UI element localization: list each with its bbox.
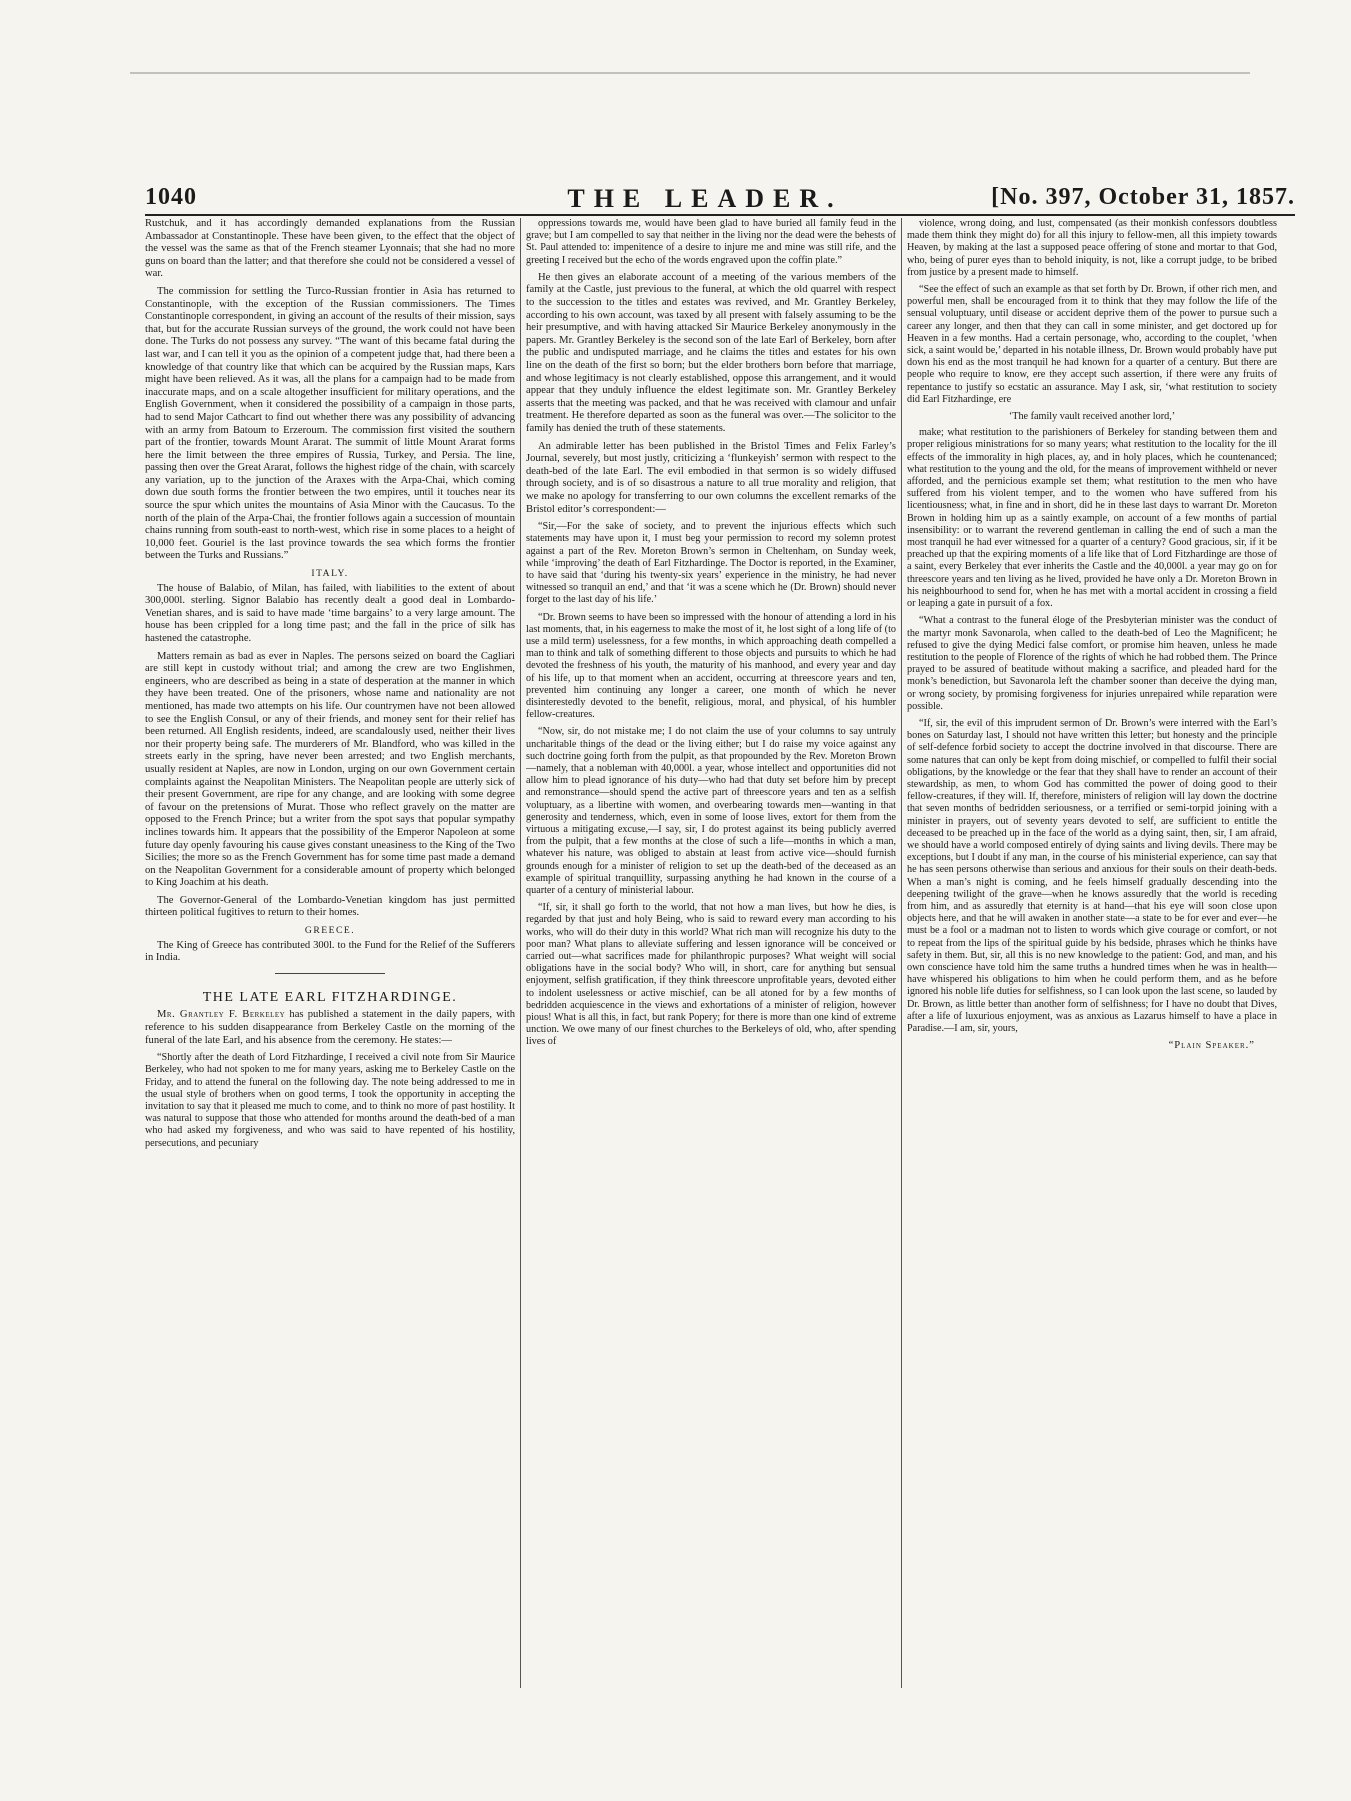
column-divider [520,218,521,1688]
quoted-paragraph: “See the effect of such an example as that set forth by Dr. Brown, if other rich men, and powerful men, shall be encouraged from it to think that they may follow the life of the sensual voluptuary, until disease or accident deprive them of the power to pursue such a career any longer, and then that they can call in some minister, and get doctored up for Heaven in a few months. Had a certain personage, who, according to the couplet, ‘when sick, a saint would be,’ departed in his notable illness, Dr. Brown would probably have put down his end as the most tranquil he had known for a quarter of a century. But there are people who require to know, ere they accept such assertion, if there were any fruits of repentance to justify so ecstatic an assurance. May I ask, sir, ‘what restitution to society did Earl Fitzhardinge, ere [907,284,1277,405]
section-heading-italy: ITALY. [311,568,349,580]
paragraph: He then gives an elaborate account of a meeting of the various members of the family at the Castle, just previous to the funeral, at which the old quarrel with respect to the succession to the titles and estates was revived, and Mr. Grantley Berkeley, according to his own account, was taxed by all present with falsely assuming to be the heir presumptive, and with having attacked Sir Maurice Berkeley anonymously in the papers. Mr. Grantley Berkeley is the second son of the late Earl of Berkeley, born after the public and undisputed marriage, and he claims the titles and estates for his own line on the death of the first so born; but the elder brothers born before that marriage, and whose legitimacy is not clearly established, oppose this arrangement, and it would appear that they unduly influence the eldest legitimate son. Mr. Grantley Berkeley asserts that the meeting was packed, and that he was received with clamour and unfair treatment. He therefore departed as soon as the funeral was over.—The solicitor to the family has denied the truth of these statements. [526,271,896,434]
quoted-paragraph: violence, wrong doing, and lust, compensated (as their monkish confessors doubtless made them think they might do) for all this injury to fellow-men, all this impiety towards Heaven, by making at the last a supposed peace offering of stone and mortar to that God, who, being of purer eyes than to behold iniquity, is not, like a corrupt judge, to be bribed from justice by a present made to himself. [907,218,1277,278]
quoted-paragraph: “If, sir, the evil of this imprudent sermon of Dr. Brown’s were interred with the Earl’s bones on Saturday last, I should not have written this letter; but honesty and the principle of self-defence forbid society to accept the doctrine involved in that discourse. There are some natures that can only be kept from doing mischief, or compelled to fulfil their social obligations, by the knowledge or the fear that they shall have to render an account of their stewardship, as men, to whom God has committed the power of doing good to their fellow-creatures, if they will. If, therefore, ministers of religion will lay down the doctrine that seven months of bedridden seriousness, or a terrified or semi-torpid joining with a minister in prayers, out of seventy years devoted to self, are sufficient to entitle the deceased to be preached up in the face of the world as a dying saint, then, sir, I am afraid, we should have a world composed entirely of dying saints and living devils. There may be exceptions, but I doubt if any man, in the course of his ministerial experience, can say that he has seen persons otherwise than serious and anxious for their souls on their death-beds. When a man’s night is coming, and he feels himself gradually descending into the deepening twilight of the grave—when he knows assuredly that the world is receding from him, and as assuredly that eternity is at hand—that his eye will soon close upon objects here, and that he will awaken in another state—a state to be for ever and ever—he must be a fool or a madman not to listen to words which give courage or comfort, or not to repeat from the lips of the spiritual guide by his bedside, phrases which he thinks have safety in them. But, sir, all this is no new knowledge to the patient: God, and man, and his own conscience have told him the same truths a hundred times when he was in health—have whispered his obligations to him when he could perform them, and as he before ignored his noble life duties for selfishness, so I can look upon the last scene, so lauded by Dr. Brown, as little better than another form of selfishness; for I have no doubt that Dives, after a life of luxurious enjoyment, was as anxious as Lazarus himself to have a place in Paradise.—I am, sir, yours, [907,717,1277,1034]
issue-line: [No. 397, October 31, 1857. [991,184,1295,210]
section-divider [275,973,385,974]
column-2 [526,218,896,1688]
quoted-paragraph: “What a contrast to the funeral éloge of the Presbyterian minister was the conduct of the martyr monk Savonarola, when called to the death-bed of Leo the Magnificent; he refused to give the dying Medici false comfort, or promise him heaven, unless he made restitution to the people of Florence of the rights of which he had robbed them. The Prince prayed to be assured of beatitude without making a sacrifice, and pleaded hard for the monk’s benediction, but Savonarola left the chamber sooner than deceive the dying man, or wrong society, by promising forgiveness for injuries unrepaired while reparation were possible. [907,615,1277,712]
paragraph: The commission for settling the Turco-Russian frontier in Asia has returned to Constantinople, with the exception of the Russian commissioners. The Times Constantinople correspondent, in giving an account of the results of their mission, says that, but for the accurate Russian surveys of the ground, the work could not have been done. The Turks do not possess any survey. “The want of this became fatal during the last war, and I can tell it you as the opinion of a competent judge that, had there been a knowledge of that country like that which can be acquired by the Russian maps, Kars might have been relieved. As it was, all the plans for a campaign had to be made from inaccurate maps, and on a scale altogether insufficient for military operations, and the English Government, when it considered the possibility of a campaign in those parts, had to send Major Cathcart to find out whether there was any possibility of advancing with an army from Batoum to Erzeroum. The commission first visited the southern part of the frontier, towards Mount Ararat. The summit of little Mount Ararat forms here the limit between the three empires of Russia, Turkey, and Persia. The line, passing then over the Great Ararat, follows the highest ridge of the chain, with scarcely any variation, up to the junction of the Araxes with the Arpa-Chai, which coming down due south forms the frontier between the two empires, until it touches near its source the spur which unites the mountains of Asia Minor with the Caucasus. To the north of the plain of the Arpa-Chai, the frontier follows again a succession of mountain chains running from south-east to north-west, which rise in some places to a height of 10,000 feet. Gouriel is the last province towards the sea which forms the frontier between the Turks and Russians.” [145,285,515,562]
quoted-paragraph: oppressions towards me, would have been glad to have buried all family feud in the grave; but I am compelled to say that neither in the living nor the dead were the behests of St. Paul attended to: impenitence of a desire to injure me and mine was still rife, and the greeting I received but the echo of the words engraved upon the coffin plate.” [526,218,896,266]
paragraph: The house of Balabio, of Milan, has failed, with liabilities to the extent of about 300,000l. sterling. Signor Balabio has recently dealt a good deal in Lombardo-Venetian shares, and is said to have made ‘time bargains’ to a very large amount. The house has been crippled for a long time past; and the fall in the price of silk has hastened the catastrophe. [145,582,515,644]
article-title: THE LATE EARL FITZHARDINGE. [202,989,458,1005]
quoted-paragraph: “Dr. Brown seems to have been so impressed with the honour of attending a lord in his last moments, that, in his eagerness to make the most of it, he lost sight of a long life of (to use a mild term) uselessness, for a few months, in which approaching death compelled a man to think and talk of something different to those objects and pursuits to which he had devoted the freshness of his youth, the maturity of his manhood, and every year and day of his life, up to that moment when an accident, occurring at threescore years and ten, prevented him continuing any longer a career, one month of which he never disinterestedly devoted to the benefit, religious, moral, and physical, of his humbler fellow-creatures. [526,611,896,721]
quoted-paragraph: make; what restitution to the parishioners of Berkeley for standing between them and proper religious ministrations for so many years; what restitution to the locality for the ill effects of the immorality in high places, ay, and in holy places, which he countenanced; what restitution to the young and the old, for the means of improvement withheld or never afforded, and the pernicious example set them; what restitution to the men who have suffered from his violent temper, and to the women who have suffered from his licentiousness; what, in fine and in short, did he in these last days to warrant Dr. Moreton Brown in holding him up as a saintly example, on account of a few months of partial insensibility: or to warrant the reverend gentleman in calling the end of such a man the most tranquil he had ever witnessed for a quarter of a century? Good gracious, sir, if it be preached up that the expiring moments of a life like that of Lord Fitzhardinge are those of a saint, every Berkeley that ever inherits the Castle and the 40,000l. a year may go on for threescore years and ten living as he lived, provided he have only a Dr. Moreton Brown in his neighbourhood to send for, when he has met with a mortal accident in crossing a field or leaping a gate in pursuit of a fox. [907,427,1277,610]
paragraph: Matters remain as bad as ever in Naples. The persons seized on board the Cagliari are still kept in custody without trial; and among the crew are two Englishmen, engineers, who are described as being in a state of desperation at the manner in which they have been treated. One of the prisoners, whose name and nationality are not mentioned, has made two attempts on his life. Our countrymen have not been allowed to see the English Consul, or any of their friends, and money sent for their relief has been returned. All English residents, indeed, are scandalously used, neither their lives nor their property being safe. The murderers of Mr. Blandford, who was killed in the streets early in the spring, have never been arrested; and two English merchants, usually resident at Naples, are now in London, urging on our own Government certain complaints against the Neapolitan Ministers. The Neapolitan people are utterly sick of their present Government, are ripe for any change, and are looking with some degree of favour on the pretensions of Murat. Those who reflect gravely on the matter are opposed to the French Prince; but a writer from the spot says that popular sympathy inclines towards him. It appears that the possibility of the Emperor Napoleon at some future day openly favouring his cause gives constant uneasiness to the King of the Two Sicilies; the more so as the French Government has for some time past made a demand on the Neapolitan Government for a considerable amount of property which belonged to King Joachim at his death. [145,650,515,889]
paragraph: The King of Greece has contributed 300l. to the Fund for the Relief of the Sufferers in India. [145,939,515,964]
signature: “Plain Speaker.” [1168,1040,1255,1052]
paragraph [145,1009,515,1047]
section-heading-greece: GREECE. [304,925,356,937]
page-number: 1040 [145,184,197,210]
verse-line: ‘The family vault received another lord,’ [1008,411,1176,423]
quoted-paragraph: “If, sir, it shall go forth to the world, that not how a man lives, but how he dies, is regarded by that just and holy Being, who is said to reward every man according to his works, who will do their duty in this world? What rich man will recognize his duty to the poor man? What plans to alleviate suffering and lessen ignorance will be conceived or carried out—what sacrifices made for philanthropic purposes? What weight will social obligations have in the social body? Who will, in short, care for anything but sensual enjoyment, selfish gratification, if they think threescore unprofitable years, devoted either to indolent uselessness or active mischief, can be all atoned for by a few months of bedridden acquiescence in the views and exhortations of a minister of religion, however pious! What is all this, in fact, but rank Popery; for there is more than one kind of extreme unction. We owe many of our finest churches to the Berkeleys of old, who, after spending lives of [526,902,896,1048]
masthead-rule [145,214,1295,216]
quoted-paragraph: “Shortly after the death of Lord Fitzhardinge, I received a civil note from Sir Maurice Berkeley, who had not spoken to me for many years, asking me to Berkeley Castle on the Friday, and to attend the funeral on the following day. The note being addressed to me in the usual style of brothers when on good terms, I took the opportunity in accepting the invitation to say that it pleased me much to come, and to think no more of past hostility. It was natural to suppose that those who attended for months around the death-bed of a man who had asked my forgiveness, and who was said to have repented of his hostility, persecutions, and pecuniary [145,1052,515,1149]
masthead [145,184,1295,214]
column-1 [145,218,515,1688]
lead-name: Mr. Grantley F. Berkeley [157,1009,286,1021]
top-edge-rule [130,72,1250,74]
column-divider [901,218,902,1688]
paragraph: The Governor-General of the Lombardo-Venetian kingdom has just permitted thirteen political fugitives to return to their homes. [145,894,515,919]
quoted-paragraph: “Sir,—For the sake of society, and to prevent the injurious effects which such statements may have upon it, I must beg your permission to record my solemn protest against a part of the Rev. Moreton Brown’s sermon in Cheltenham, on Sunday week, while ‘improving’ the death of Earl Fitzhardinge. The Doctor is reported, in the Examiner, to have said that ‘during his twenty-six years’ experience in the ministry, he had never witnessed so tranquil an end,’ and that ‘it was a scene which he (Dr. Brown) should never forget to the last day of his life.’ [526,521,896,606]
quoted-paragraph: “Now, sir, do not mistake me; I do not claim the use of your columns to say untruly uncharitable things of the dead or the living either; but I do raise my voice against any such doctrine going forth from the pulpit, as that propounded by the Rev. Moreton Brown—namely, that a nobleman with 40,000l. a year, whose intellect and opportunities did not allow him to plead ignorance of his duty—who had that duty set before him by precept and remonstrance—should spend the active part of threescore years and ten as a selfish voluptuary, as a libertine with women, and overbearing towards men—wanting in that generosity and tenderness, which, even in some of loose lives, extort for them from the virtuous a mitigating excuse,—I say, sir, I do protest against its being publicly averred from the pulpit, that a few months at the close of such a life—months in which a man, whatever his nature, was obliged to abstain at least from active vice—should furnish grounds enough for a minister of religion to set up the death-bed of the deceased as an example of spiritual tranquillity, surpassing anything he had known in the course of a quarter of a century of ministerial labour. [526,726,896,896]
paragraph: An admirable letter has been published in the Bristol Times and Felix Farley’s Journal, severely, but most justly, criticizing a ‘flunkeyish’ sermon with respect to the death-bed of the late Earl. The evil embodied in that sermon is so widely diffused through society, and is of so disastrous a nature to all true morality and religion, that we make no apology for transferring to our own columns the excellent remarks of the Bristol editor’s correspondent:— [526,440,896,515]
paper-title: THE LEADER. [567,184,843,213]
column-3 [907,218,1277,1688]
paragraph: Rustchuk, and it has accordingly demanded explanations from the Russian Ambassador at Constantinople. These have been given, to the effect that the object of the vessel was the same as that of the French steamer Lyonnais; that she had no more guns on board than the latter; and that therefore she could not be considered a vessel of war. [145,218,515,280]
paragraph-text: has published a statement in the daily papers, with reference to his sudden disappearance from Berkeley Castle on the morning of the funeral of the late Earl, and his absence from the ceremony. He states:— [145,1009,515,1046]
